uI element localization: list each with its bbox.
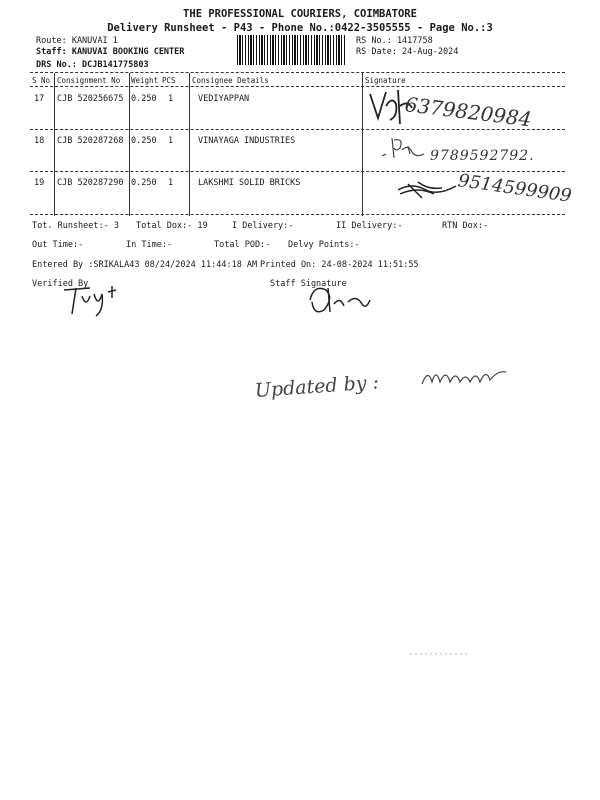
- col-consignment: Consignment No: [57, 76, 121, 85]
- scan-artifact: [410, 650, 470, 658]
- drs-number: DRS No.: DCJB141775803: [36, 60, 149, 70]
- row-consignee: LAKSHMI SOLID BRICKS: [198, 178, 301, 188]
- row-weight: 0.250: [131, 178, 157, 188]
- ii-delivery: II Delivery:-: [336, 221, 403, 231]
- divider: [30, 214, 565, 215]
- entered-by: Entered By :SRIKALA43 08/24/2024 11:44:18 AM: [32, 260, 258, 270]
- row-weight: 0.250: [131, 136, 157, 146]
- staff-label: Staff: KANUVAI BOOKING CENTER: [36, 47, 185, 57]
- handwritten-phone: 9789592792.: [430, 148, 535, 164]
- company-title: THE PROFESSIONAL COURIERS, COIMBATORE: [183, 8, 417, 20]
- column-rule: [129, 73, 130, 216]
- col-weight: Weight: [131, 76, 159, 85]
- row-consignment: CJB 520256675: [57, 94, 124, 104]
- divider: [30, 72, 565, 73]
- out-time: Out Time:-: [32, 240, 84, 250]
- tot-runsheet: Tot. Runsheet:- 3: [32, 221, 119, 231]
- column-rule: [362, 73, 363, 216]
- row-pcs: 1: [168, 94, 174, 104]
- total-dox: Total Dox:- 19: [136, 221, 208, 231]
- rs-date: RS Date: 24-Aug-2024: [356, 47, 459, 57]
- row-sno: 18: [34, 136, 45, 146]
- updated-by-note: Updated by :: [254, 371, 380, 402]
- verifier-signature: [60, 282, 130, 318]
- printed-on: Printed On: 24-08-2024 11:51:55: [260, 260, 419, 270]
- i-delivery: I Delivery:-: [232, 221, 294, 231]
- row-consignee: VEDIYAPPAN: [198, 94, 250, 104]
- row-sno: 19: [34, 178, 45, 188]
- row-weight: 0.250: [131, 94, 157, 104]
- delvy-points: Delvy Points:-: [288, 240, 360, 250]
- total-pod: Total POD:-: [214, 240, 271, 250]
- staff-signature: [304, 282, 374, 318]
- in-time: In Time:-: [126, 240, 173, 250]
- barcode: [237, 35, 347, 65]
- col-consignee: Consignee Details: [192, 76, 269, 85]
- column-rule: [189, 73, 190, 216]
- divider: [30, 129, 565, 130]
- row-pcs: 1: [168, 136, 174, 146]
- signature-mark: [398, 178, 458, 202]
- handwritten-phone: 9514599909: [456, 170, 573, 207]
- rs-number: RS No.: 1417758: [356, 36, 433, 46]
- row-pcs: 1: [168, 178, 174, 188]
- row-consignment: CJB 520287290: [57, 178, 124, 188]
- rtn-dox: RTN Dox:-: [442, 221, 489, 231]
- col-signature: Signature: [365, 76, 406, 85]
- column-rule: [54, 73, 55, 216]
- route-label: Route: KANUVAI 1: [36, 36, 118, 46]
- staff-signature-label: Staff Signature: [270, 279, 347, 289]
- row-consignee: VINAYAGA INDUSTRIES: [198, 136, 296, 146]
- row-sno: 17: [34, 94, 45, 104]
- signature-mark: [378, 134, 438, 164]
- divider: [30, 171, 565, 172]
- col-sno: S No: [32, 76, 51, 85]
- divider: [30, 86, 565, 87]
- handwritten-phone: 6379820984: [403, 92, 533, 132]
- col-pcs: PCS: [162, 76, 176, 85]
- handwritten-scribble: [420, 362, 510, 392]
- row-consignment: CJB 520287268: [57, 136, 124, 146]
- verified-by-label: Verified By: [32, 279, 89, 289]
- runsheet-title: Delivery Runsheet - P43 - Phone No.:0422-3505555 - Page No.:3: [107, 22, 493, 34]
